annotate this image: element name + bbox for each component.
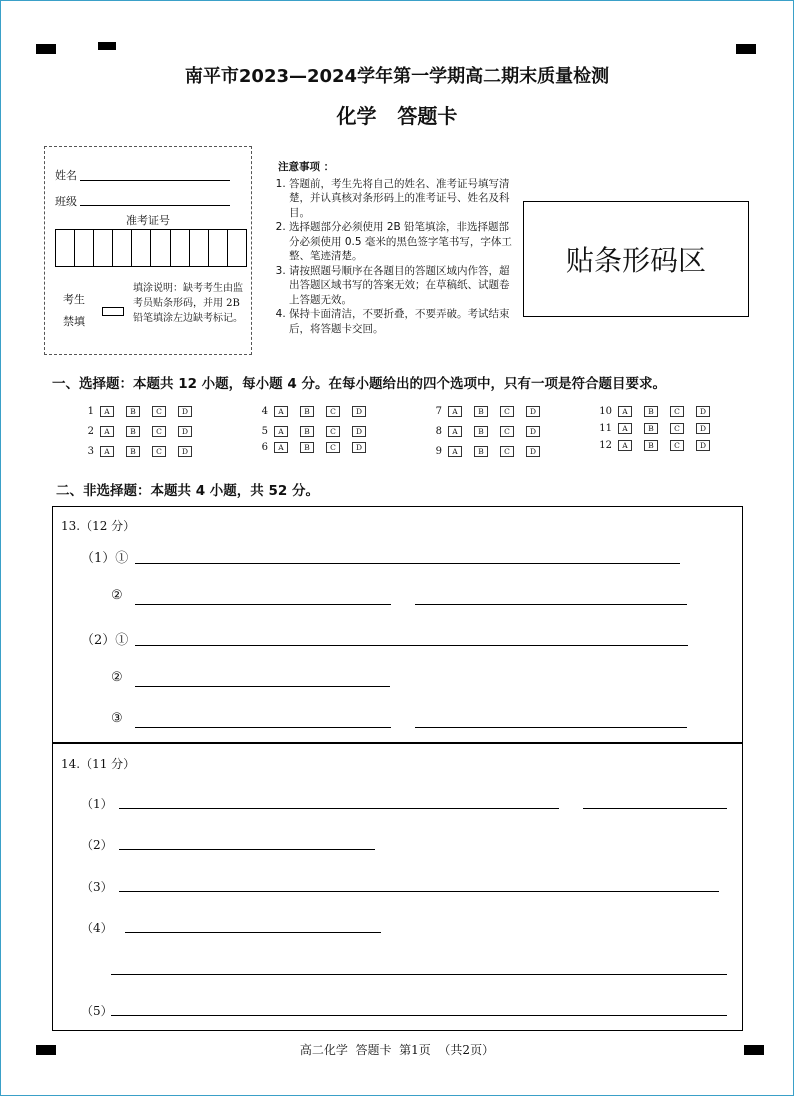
question-number: 9 xyxy=(435,446,442,457)
option-a-bubble[interactable]: A xyxy=(618,423,632,434)
option-d-bubble[interactable]: D xyxy=(526,406,540,417)
q14-part4-label: （4） xyxy=(81,921,113,935)
option-c-bubble[interactable]: C xyxy=(152,446,166,457)
q13-part2-label: （2）① xyxy=(81,633,129,648)
choice-question-9 xyxy=(426,446,552,457)
choice-question-1 xyxy=(78,406,204,417)
q14-part5-line[interactable] xyxy=(111,1015,727,1016)
question-number: 6 xyxy=(261,442,268,453)
q14-part2-label: （2） xyxy=(81,838,113,852)
q14-part4b-line[interactable] xyxy=(111,974,727,975)
option-c-bubble[interactable]: C xyxy=(500,446,514,457)
absent-checkbox[interactable] xyxy=(102,307,124,316)
q14-part1b-line[interactable] xyxy=(583,808,727,809)
question-number: 1 xyxy=(87,406,94,417)
option-a-bubble[interactable]: A xyxy=(274,426,288,437)
option-c-bubble[interactable]: C xyxy=(500,426,514,437)
section1-heading: 一、选择题：本题共 12 小题，每小题 4 分。在每小题给出的四个选项中，只有一项是符合题目要求。 xyxy=(52,376,666,392)
q13-part2c-label: ③ xyxy=(111,711,123,726)
question-number: 4 xyxy=(261,406,268,417)
option-d-bubble[interactable]: D xyxy=(178,446,192,457)
q14-part1-label: （1） xyxy=(81,797,113,811)
q13-part2c-line[interactable] xyxy=(135,727,391,728)
q14-title: 14.（11 分） xyxy=(61,757,136,771)
option-c-bubble[interactable]: C xyxy=(670,406,684,417)
question-number: 8 xyxy=(435,426,442,437)
option-c-bubble[interactable]: C xyxy=(152,406,166,417)
option-c-bubble[interactable]: C xyxy=(670,440,684,451)
q14-part3-line[interactable] xyxy=(119,891,719,892)
q13-part1-label: （1）① xyxy=(81,551,129,566)
option-b-bubble[interactable]: B xyxy=(644,406,658,417)
option-c-bubble[interactable]: C xyxy=(326,426,340,437)
choice-question-10 xyxy=(596,406,722,417)
option-b-bubble[interactable]: B xyxy=(644,440,658,451)
option-b-bubble[interactable]: B xyxy=(474,426,488,437)
q14-part3-label: （3） xyxy=(81,880,113,894)
absent-instructions: 填涂说明：缺考考生由监考员贴条形码，并用 2B 铅笔填涂左边缺考标记。 xyxy=(133,283,243,324)
q13-part2b-line[interactable] xyxy=(135,686,390,687)
option-b-bubble[interactable]: B xyxy=(474,406,488,417)
option-d-bubble[interactable]: D xyxy=(352,442,366,453)
option-b-bubble[interactable]: B xyxy=(300,426,314,437)
q14-part1-line[interactable] xyxy=(119,808,559,809)
option-b-bubble[interactable]: B xyxy=(300,442,314,453)
question-number: 10 xyxy=(599,406,612,417)
name-field[interactable] xyxy=(80,180,230,181)
note-item: 3. 请按照题号顺序在各题目的答题区域内作答，超出答题区域书写的答案无效；在草稿纸、试题卷上答题无效。 xyxy=(289,264,518,308)
option-d-bubble[interactable]: D xyxy=(696,423,710,434)
q13-title: 13.（12 分） xyxy=(61,519,136,533)
option-a-bubble[interactable]: A xyxy=(618,406,632,417)
alignment-mark-top-left-2 xyxy=(98,42,116,50)
note-item: 1. 答题前，考生先将自己的姓名、准考证号填写清楚，并认真核对条形码上的准考证号、姓名及科目。 xyxy=(289,177,518,221)
option-b-bubble[interactable]: B xyxy=(644,423,658,434)
question-number: 3 xyxy=(87,446,94,457)
option-a-bubble[interactable]: A xyxy=(448,446,462,457)
option-b-bubble[interactable]: B xyxy=(126,446,140,457)
option-d-bubble[interactable]: D xyxy=(352,406,366,417)
choice-question-6 xyxy=(252,442,378,453)
q13-answer-box xyxy=(52,506,743,744)
option-a-bubble[interactable]: A xyxy=(448,426,462,437)
option-d-bubble[interactable]: D xyxy=(526,426,540,437)
notes-panel xyxy=(278,160,518,336)
student-info-box xyxy=(44,146,252,355)
choice-question-3 xyxy=(78,446,204,457)
option-d-bubble[interactable]: D xyxy=(696,440,710,451)
option-d-bubble[interactable]: D xyxy=(696,406,710,417)
q13-part2-line[interactable] xyxy=(135,645,688,646)
question-number: 11 xyxy=(599,423,612,434)
option-d-bubble[interactable]: D xyxy=(352,426,366,437)
choice-question-4 xyxy=(252,406,378,417)
class-field[interactable] xyxy=(80,205,230,206)
q13-part2b-label: ② xyxy=(111,670,123,685)
option-b-bubble[interactable]: B xyxy=(126,426,140,437)
option-c-bubble[interactable]: C xyxy=(500,406,514,417)
page-footer: 高二化学 答题卡 第1页 （共2页） xyxy=(299,1043,495,1057)
option-c-bubble[interactable]: C xyxy=(670,423,684,434)
question-number: 5 xyxy=(261,426,268,437)
option-a-bubble[interactable]: A xyxy=(618,440,632,451)
option-a-bubble[interactable]: A xyxy=(100,446,114,457)
barcode-area: 贴条形码区 xyxy=(523,201,749,317)
q14-part5-label: （5） xyxy=(81,1004,113,1018)
choice-question-11 xyxy=(596,423,722,434)
option-c-bubble[interactable]: C xyxy=(326,442,340,453)
section2-heading: 二、非选择题：本题共 4 小题，共 52 分。 xyxy=(56,483,319,499)
option-a-bubble[interactable]: A xyxy=(274,442,288,453)
option-b-bubble[interactable]: B xyxy=(300,406,314,417)
option-d-bubble[interactable]: D xyxy=(526,446,540,457)
exam-id-label: 准考证号 xyxy=(126,214,170,227)
option-c-bubble[interactable]: C xyxy=(326,406,340,417)
q13-part1c-line[interactable] xyxy=(415,604,687,605)
choice-question-7 xyxy=(426,406,552,417)
q13-part1b-label: ② xyxy=(111,588,123,603)
q13-part1-line[interactable] xyxy=(135,563,680,564)
exam-id-grid[interactable] xyxy=(55,229,247,267)
name-label: 姓名 xyxy=(55,169,77,182)
option-a-bubble[interactable]: A xyxy=(100,426,114,437)
q14-part2-line[interactable] xyxy=(119,849,375,850)
question-number: 12 xyxy=(599,440,612,451)
class-label: 班级 xyxy=(55,195,77,208)
option-a-bubble[interactable]: A xyxy=(100,406,114,417)
option-b-bubble[interactable]: B xyxy=(474,446,488,457)
q13-part1b-line[interactable] xyxy=(135,604,391,605)
alignment-mark-top-right xyxy=(736,44,756,54)
option-d-bubble[interactable]: D xyxy=(178,406,192,417)
choice-question-2 xyxy=(78,426,204,437)
choice-question-8 xyxy=(426,426,552,437)
q14-part4-line[interactable] xyxy=(125,932,381,933)
q13-part2d-line[interactable] xyxy=(415,727,687,728)
option-a-bubble[interactable]: A xyxy=(448,406,462,417)
page-subtitle: 化学 答题卡 xyxy=(336,104,458,128)
choice-question-12 xyxy=(596,440,722,451)
option-c-bubble[interactable]: C xyxy=(152,426,166,437)
question-number: 7 xyxy=(435,406,442,417)
note-item: 4. 保持卡面清洁，不要折叠，不要弄破。考试结束后，将答题卡交回。 xyxy=(289,307,518,336)
alignment-mark-top-left xyxy=(36,44,56,54)
question-number: 2 xyxy=(87,426,94,437)
choice-question-5 xyxy=(252,426,378,437)
page-title: 南平市2023—2024学年第一学期高二期末质量检测 xyxy=(184,66,610,87)
absent-label-2: 禁填 xyxy=(63,315,85,328)
notes-heading: 注意事项 ： xyxy=(278,161,335,173)
option-a-bubble[interactable]: A xyxy=(274,406,288,417)
option-d-bubble[interactable]: D xyxy=(178,426,192,437)
q14-answer-box xyxy=(52,742,743,1031)
option-b-bubble[interactable]: B xyxy=(126,406,140,417)
absent-label: 考生 xyxy=(63,293,85,306)
note-item: 2. 选择题部分必须使用 2B 铅笔填涂，非选择题部分必须使用 0.5 毫米的黑色签字笔书写，字体工整、笔迹清楚。 xyxy=(289,220,518,264)
